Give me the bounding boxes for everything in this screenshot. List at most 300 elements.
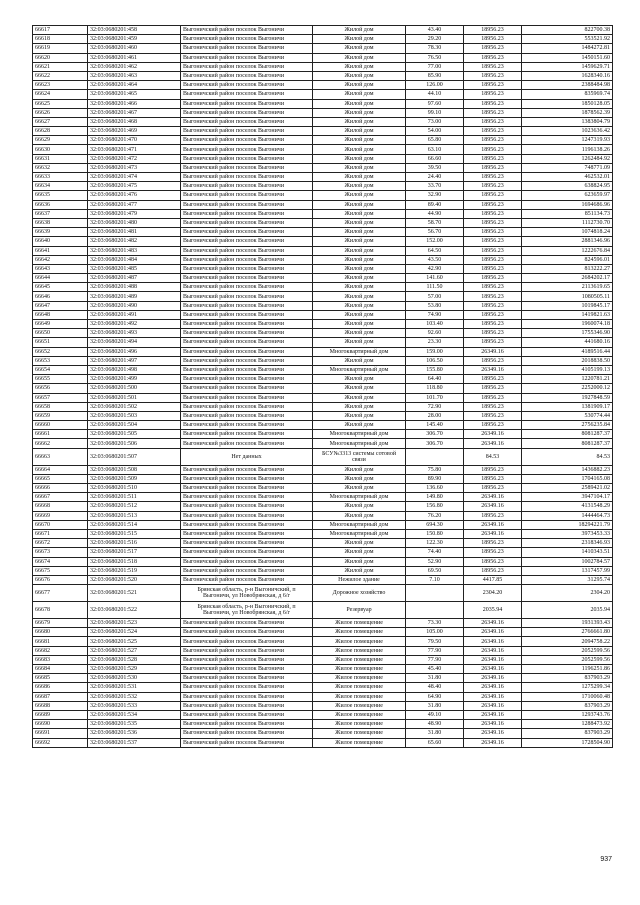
cadastral-value-cell: 1080505.11	[522, 292, 613, 301]
row-number-cell: 66669	[33, 511, 88, 520]
address-cell: Выгоничский район поселок Выгоничи	[181, 375, 313, 384]
cadastral-number-cell: 32:03:0680201:496	[88, 347, 181, 356]
row-number-cell: 66660	[33, 421, 88, 430]
table-row	[33, 602, 613, 619]
area-cell: 44.90	[406, 209, 464, 218]
object-type-cell: Нежилое здание	[313, 575, 406, 584]
area-cell: 77.90	[406, 646, 464, 655]
specific-value-cell: 18956.23	[464, 566, 522, 575]
row-number-cell: 66639	[33, 228, 88, 237]
table-row	[33, 692, 613, 701]
cadastral-number-cell: 32:03:0680201:479	[88, 209, 181, 218]
row-number-cell: 66648	[33, 310, 88, 319]
cadastral-value-cell: 2388484.98	[522, 81, 613, 90]
specific-value-cell: 2035.94	[464, 602, 522, 619]
table-row	[33, 90, 613, 99]
area-cell: 23.30	[406, 338, 464, 347]
object-type-cell: Жилой дом	[313, 301, 406, 310]
area-cell: 106.50	[406, 356, 464, 365]
specific-value-cell: 18956.23	[464, 163, 522, 172]
cadastral-number-cell: 32:03:0680201:470	[88, 136, 181, 145]
specific-value-cell: 84.53	[464, 448, 522, 465]
area-cell: 63.10	[406, 145, 464, 154]
row-number-cell: 66630	[33, 145, 88, 154]
cadastral-number-cell: 32:03:0680201:475	[88, 182, 181, 191]
area-cell: 122.30	[406, 539, 464, 548]
cadastral-value-cell: 837903.29	[522, 674, 613, 683]
area-cell: 31.80	[406, 674, 464, 683]
object-type-cell: Жилой дом	[313, 548, 406, 557]
table-row	[33, 145, 613, 154]
cadastral-number-cell: 32:03:0680201:497	[88, 356, 181, 365]
specific-value-cell: 26349.16	[464, 637, 522, 646]
specific-value-cell: 18956.23	[464, 264, 522, 273]
cadastral-value-cell: 1484272.81	[522, 44, 613, 53]
object-type-cell: Жилой дом	[313, 81, 406, 90]
table-body	[33, 26, 613, 748]
table-row	[33, 665, 613, 674]
address-cell: Выгоничский район поселок Выгоничи	[181, 720, 313, 729]
object-type-cell: Жилой дом	[313, 411, 406, 420]
cadastral-number-cell: 32:03:0680201:536	[88, 729, 181, 738]
cadastral-value-cell: 638824.95	[522, 182, 613, 191]
address-cell: Выгоничский район поселок Выгоничи	[181, 136, 313, 145]
address-cell: Выгоничский район поселок Выгоничи	[181, 81, 313, 90]
specific-value-cell: 18956.23	[464, 117, 522, 126]
cadastral-value-cell: 1436882.23	[522, 465, 613, 474]
area-cell: 24.40	[406, 173, 464, 182]
table-row	[33, 439, 613, 448]
cadastral-value-cell: 2756235.84	[522, 421, 613, 430]
row-number-cell: 66689	[33, 710, 88, 719]
object-type-cell: Жилой дом	[313, 384, 406, 393]
object-type-cell: Жилой дом	[313, 310, 406, 319]
specific-value-cell: 18956.23	[464, 71, 522, 80]
table-row	[33, 557, 613, 566]
cadastral-number-cell: 32:03:0680201:481	[88, 228, 181, 237]
specific-value-cell: 18956.23	[464, 191, 522, 200]
address-cell: Нет данных	[181, 448, 313, 465]
row-number-cell: 66664	[33, 465, 88, 474]
table-row	[33, 163, 613, 172]
address-cell: Выгоничский район поселок Выгоничи	[181, 99, 313, 108]
cadastral-value-cell: 822700.38	[522, 26, 613, 35]
address-cell: Выгоничский район поселок Выгоничи	[181, 655, 313, 664]
cadastral-value-cell: 2881346.96	[522, 237, 613, 246]
specific-value-cell: 18956.23	[464, 557, 522, 566]
cadastral-number-cell: 32:03:0680201:494	[88, 338, 181, 347]
table-row	[33, 493, 613, 502]
object-type-cell: Жилой дом	[313, 255, 406, 264]
address-cell: Выгоничский район поселок Выгоничи	[181, 117, 313, 126]
cadastral-number-cell: 32:03:0680201:537	[88, 738, 181, 747]
object-type-cell: Жилой дом	[313, 356, 406, 365]
area-cell: 39.50	[406, 163, 464, 172]
cadastral-number-cell: 32:03:0680201:474	[88, 173, 181, 182]
address-cell: Выгоничский район поселок Выгоничи	[181, 539, 313, 548]
specific-value-cell: 18956.23	[464, 255, 522, 264]
cadastral-number-cell: 32:03:0680201:503	[88, 411, 181, 420]
address-cell: Выгоничский район поселок Выгоничи	[181, 365, 313, 374]
address-cell: Выгоничский район поселок Выгоничи	[181, 710, 313, 719]
object-type-cell: Жилое помещение	[313, 710, 406, 719]
address-cell: Выгоничский район поселок Выгоничи	[181, 628, 313, 637]
area-cell: 28.00	[406, 411, 464, 420]
cadastral-number-cell: 32:03:0680201:489	[88, 292, 181, 301]
cadastral-number-cell: 32:03:0680201:464	[88, 81, 181, 90]
row-number-cell: 66642	[33, 255, 88, 264]
cadastral-value-cell: 1288473.92	[522, 720, 613, 729]
cadastral-number-cell: 32:03:0680201:513	[88, 511, 181, 520]
address-cell: Выгоничский район поселок Выгоничи	[181, 26, 313, 35]
address-cell: Выгоничский район поселок Выгоничи	[181, 701, 313, 710]
table-row	[33, 585, 613, 602]
table-row	[33, 575, 613, 584]
row-number-cell: 66624	[33, 90, 88, 99]
specific-value-cell: 18956.23	[464, 26, 522, 35]
cadastral-table	[32, 25, 613, 748]
address-cell: Выгоничский район поселок Выгоничи	[181, 53, 313, 62]
object-type-cell: Жилое помещение	[313, 646, 406, 655]
cadastral-value-cell: 2094758.22	[522, 637, 613, 646]
row-number-cell: 66666	[33, 484, 88, 493]
row-number-cell: 66649	[33, 320, 88, 329]
row-number-cell: 66619	[33, 44, 88, 53]
object-type-cell: Жилой дом	[313, 264, 406, 273]
area-cell: 64.90	[406, 692, 464, 701]
cadastral-value-cell: 2684202.17	[522, 274, 613, 283]
cadastral-value-cell: 1755346.90	[522, 329, 613, 338]
specific-value-cell: 18956.23	[464, 62, 522, 71]
row-number-cell: 66638	[33, 218, 88, 227]
address-cell: Выгоничский район поселок Выгоничи	[181, 402, 313, 411]
specific-value-cell: 18956.23	[464, 228, 522, 237]
row-number-cell: 66687	[33, 692, 88, 701]
row-number-cell: 66680	[33, 628, 88, 637]
area-cell: 48.40	[406, 683, 464, 692]
area-cell: 145.40	[406, 421, 464, 430]
object-type-cell: Жилой дом	[313, 511, 406, 520]
specific-value-cell: 18956.23	[464, 465, 522, 474]
specific-value-cell: 26349.16	[464, 710, 522, 719]
address-cell: Выгоничский район поселок Выгоничи	[181, 191, 313, 200]
specific-value-cell: 18956.23	[464, 411, 522, 420]
cadastral-value-cell: 1710060.48	[522, 692, 613, 701]
object-type-cell: Жилой дом	[313, 421, 406, 430]
table-row	[33, 283, 613, 292]
object-type-cell: Жилой дом	[313, 154, 406, 163]
cadastral-value-cell: 553521.92	[522, 35, 613, 44]
cadastral-number-cell: 32:03:0680201:502	[88, 402, 181, 411]
cadastral-number-cell: 32:03:0680201:535	[88, 720, 181, 729]
object-type-cell: Жилой дом	[313, 474, 406, 483]
row-number-cell: 66654	[33, 365, 88, 374]
row-number-cell: 66661	[33, 430, 88, 439]
object-type-cell: Жилой дом	[313, 127, 406, 136]
object-type-cell: Резервуар	[313, 602, 406, 619]
row-number-cell: 66692	[33, 738, 88, 747]
cadastral-value-cell: 441680.16	[522, 338, 613, 347]
cadastral-number-cell: 32:03:0680201:490	[88, 301, 181, 310]
specific-value-cell: 18956.23	[464, 320, 522, 329]
area-cell: 74.40	[406, 548, 464, 557]
address-cell: Выгоничский район поселок Выгоничи	[181, 511, 313, 520]
address-cell: Выгоничский район поселок Выгоничи	[181, 200, 313, 209]
row-number-cell: 66620	[33, 53, 88, 62]
address-cell: Выгоничский район поселок Выгоничи	[181, 421, 313, 430]
object-type-cell: Жилое помещение	[313, 692, 406, 701]
cadastral-value-cell: 18294221.79	[522, 520, 613, 529]
cadastral-number-cell: 32:03:0680201:522	[88, 602, 181, 619]
cadastral-value-cell: 1450151.60	[522, 53, 613, 62]
address-cell: Выгоничский район поселок Выгоничи	[181, 62, 313, 71]
area-cell: 79.50	[406, 637, 464, 646]
area-cell: 89.90	[406, 474, 464, 483]
table-row	[33, 655, 613, 664]
object-type-cell: Жилой дом	[313, 53, 406, 62]
row-number-cell: 66652	[33, 347, 88, 356]
address-cell: Выгоничский район поселок Выгоничи	[181, 692, 313, 701]
specific-value-cell: 18956.23	[464, 145, 522, 154]
row-number-cell: 66674	[33, 557, 88, 566]
row-number-cell: 66656	[33, 384, 88, 393]
cadastral-value-cell: 3973453.33	[522, 529, 613, 538]
address-cell: Выгоничский район поселок Выгоничи	[181, 127, 313, 136]
row-number-cell: 66646	[33, 292, 88, 301]
object-type-cell: Жилой дом	[313, 566, 406, 575]
cadastral-value-cell: 1628340.16	[522, 71, 613, 80]
area-cell: 126.00	[406, 81, 464, 90]
address-cell: Выгоничский район поселок Выгоничи	[181, 329, 313, 338]
specific-value-cell: 18956.23	[464, 310, 522, 319]
cadastral-number-cell: 32:03:0680201:471	[88, 145, 181, 154]
specific-value-cell: 26349.16	[464, 692, 522, 701]
cadastral-value-cell: 1410343.51	[522, 548, 613, 557]
table-row	[33, 44, 613, 53]
specific-value-cell: 18956.23	[464, 421, 522, 430]
row-number-cell: 66653	[33, 356, 88, 365]
table-row	[33, 264, 613, 273]
specific-value-cell: 18956.23	[464, 338, 522, 347]
cadastral-value-cell: 1247319.93	[522, 136, 613, 145]
row-number-cell: 66673	[33, 548, 88, 557]
table-row	[33, 127, 613, 136]
area-cell: 31.80	[406, 701, 464, 710]
area-cell: 111.50	[406, 283, 464, 292]
address-cell: Выгоничский район поселок Выгоничи	[181, 301, 313, 310]
table-row	[33, 246, 613, 255]
cadastral-value-cell: 1728504.90	[522, 738, 613, 747]
cadastral-value-cell: 1704165.08	[522, 474, 613, 483]
table-row	[33, 365, 613, 374]
object-type-cell: Жилое помещение	[313, 674, 406, 683]
cadastral-number-cell: 32:03:0680201:520	[88, 575, 181, 584]
object-type-cell: Жилое помещение	[313, 738, 406, 747]
object-type-cell: Жилой дом	[313, 338, 406, 347]
address-cell: Выгоничский район поселок Выгоничи	[181, 619, 313, 628]
object-type-cell: Жилой дом	[313, 209, 406, 218]
cadastral-number-cell: 32:03:0680201:518	[88, 557, 181, 566]
cadastral-number-cell: 32:03:0680201:500	[88, 384, 181, 393]
row-number-cell: 66629	[33, 136, 88, 145]
object-type-cell: Многоквартирный дом	[313, 493, 406, 502]
address-cell: Брянская область, р-н Выгоничский, п Выгоничи, ул Новобрянская, д 6/г	[181, 585, 313, 602]
table-row	[33, 301, 613, 310]
specific-value-cell: 18956.23	[464, 548, 522, 557]
specific-value-cell: 26349.16	[464, 683, 522, 692]
object-type-cell: Жилое помещение	[313, 683, 406, 692]
specific-value-cell: 18956.23	[464, 375, 522, 384]
specific-value-cell: 18956.23	[464, 356, 522, 365]
cadastral-number-cell: 32:03:0680201:472	[88, 154, 181, 163]
address-cell: Выгоничский район поселок Выгоничи	[181, 465, 313, 474]
specific-value-cell: 18956.23	[464, 53, 522, 62]
table-row	[33, 729, 613, 738]
cadastral-value-cell: 1317457.99	[522, 566, 613, 575]
area-cell: 76.20	[406, 511, 464, 520]
specific-value-cell: 18956.23	[464, 209, 522, 218]
table-row	[33, 375, 613, 384]
specific-value-cell: 18956.23	[464, 200, 522, 209]
cadastral-number-cell: 32:03:0680201:458	[88, 26, 181, 35]
table-row	[33, 320, 613, 329]
specific-value-cell: 18956.23	[464, 127, 522, 136]
area-cell: 58.70	[406, 218, 464, 227]
table-row	[33, 81, 613, 90]
object-type-cell: Жилой дом	[313, 99, 406, 108]
area-cell: 85.90	[406, 71, 464, 80]
specific-value-cell: 26349.16	[464, 619, 522, 628]
table-row	[33, 99, 613, 108]
cadastral-value-cell: 748771.09	[522, 163, 613, 172]
specific-value-cell: 18956.23	[464, 173, 522, 182]
cadastral-value-cell: 623659.97	[522, 191, 613, 200]
cadastral-value-cell: 824596.01	[522, 255, 613, 264]
cadastral-number-cell: 32:03:0680201:483	[88, 246, 181, 255]
cadastral-value-cell: 2113619.65	[522, 283, 613, 292]
table-row	[33, 173, 613, 182]
cadastral-number-cell: 32:03:0680201:480	[88, 218, 181, 227]
table-row	[33, 411, 613, 420]
address-cell: Выгоничский район поселок Выгоничи	[181, 218, 313, 227]
object-type-cell: Жилой дом	[313, 402, 406, 411]
area-cell: 78.30	[406, 44, 464, 53]
area-cell: 65.60	[406, 738, 464, 747]
area-cell: 64.40	[406, 375, 464, 384]
cadastral-value-cell: 1023636.42	[522, 127, 613, 136]
specific-value-cell: 18956.23	[464, 108, 522, 117]
cadastral-number-cell: 32:03:0680201:468	[88, 117, 181, 126]
area-cell: 92.60	[406, 329, 464, 338]
cadastral-number-cell: 32:03:0680201:501	[88, 393, 181, 402]
area-cell: 65.80	[406, 136, 464, 145]
row-number-cell: 66668	[33, 502, 88, 511]
cadastral-value-cell: 2589421.02	[522, 484, 613, 493]
cadastral-value-cell: 1694686.96	[522, 200, 613, 209]
table-row	[33, 646, 613, 655]
specific-value-cell: 26349.16	[464, 439, 522, 448]
specific-value-cell: 18956.23	[464, 292, 522, 301]
cadastral-value-cell: 8081287.37	[522, 430, 613, 439]
area-cell	[406, 602, 464, 619]
table-row	[33, 720, 613, 729]
row-number-cell: 66632	[33, 163, 88, 172]
object-type-cell: Жилой дом	[313, 320, 406, 329]
object-type-cell: Жилой дом	[313, 502, 406, 511]
table-row	[33, 237, 613, 246]
table-row	[33, 218, 613, 227]
row-number-cell: 66659	[33, 411, 88, 420]
area-cell: 150.80	[406, 529, 464, 538]
cadastral-value-cell: 1222676.84	[522, 246, 613, 255]
table-row	[33, 421, 613, 430]
cadastral-number-cell: 32:03:0680201:469	[88, 127, 181, 136]
table-row	[33, 430, 613, 439]
area-cell: 42.90	[406, 264, 464, 273]
cadastral-number-cell: 32:03:0680201:514	[88, 520, 181, 529]
cadastral-number-cell: 32:03:0680201:507	[88, 448, 181, 465]
address-cell: Выгоничский район поселок Выгоничи	[181, 246, 313, 255]
cadastral-number-cell: 32:03:0680201:484	[88, 255, 181, 264]
table-row	[33, 520, 613, 529]
address-cell: Выгоничский район поселок Выгоничи	[181, 255, 313, 264]
area-cell: 73.00	[406, 117, 464, 126]
specific-value-cell: 26349.16	[464, 720, 522, 729]
specific-value-cell: 26349.16	[464, 347, 522, 356]
object-type-cell: Жилое помещение	[313, 665, 406, 674]
area-cell	[406, 585, 464, 602]
area-cell: 118.80	[406, 384, 464, 393]
specific-value-cell: 18956.23	[464, 182, 522, 191]
cadastral-number-cell: 32:03:0680201:462	[88, 62, 181, 71]
row-number-cell: 66678	[33, 602, 88, 619]
cadastral-value-cell: 1002784.57	[522, 557, 613, 566]
cadastral-number-cell: 32:03:0680201:521	[88, 585, 181, 602]
row-number-cell: 66633	[33, 173, 88, 182]
table-row	[33, 628, 613, 637]
row-number-cell: 66635	[33, 191, 88, 200]
row-number-cell: 66618	[33, 35, 88, 44]
cadastral-value-cell: 462532.01	[522, 173, 613, 182]
table-row	[33, 310, 613, 319]
cadastral-number-cell: 32:03:0680201:511	[88, 493, 181, 502]
cadastral-number-cell: 32:03:0680201:491	[88, 310, 181, 319]
specific-value-cell: 18956.23	[464, 484, 522, 493]
row-number-cell: 66627	[33, 117, 88, 126]
cadastral-value-cell: 1927848.59	[522, 393, 613, 402]
cadastral-number-cell: 32:03:0680201:493	[88, 329, 181, 338]
area-cell: 156.80	[406, 502, 464, 511]
cadastral-number-cell: 32:03:0680201:505	[88, 430, 181, 439]
cadastral-number-cell: 32:03:0680201:506	[88, 439, 181, 448]
cadastral-value-cell: 84.53	[522, 448, 613, 465]
table-row	[33, 338, 613, 347]
area-cell: 7.10	[406, 575, 464, 584]
cadastral-value-cell: 1196138.26	[522, 145, 613, 154]
table-row	[33, 209, 613, 218]
specific-value-cell: 26349.16	[464, 646, 522, 655]
row-number-cell: 66684	[33, 665, 88, 674]
specific-value-cell: 26349.16	[464, 628, 522, 637]
row-number-cell: 66647	[33, 301, 88, 310]
table-row	[33, 683, 613, 692]
row-number-cell: 66670	[33, 520, 88, 529]
object-type-cell: Жилой дом	[313, 44, 406, 53]
cadastral-number-cell: 32:03:0680201:508	[88, 465, 181, 474]
specific-value-cell: 18956.23	[464, 218, 522, 227]
cadastral-number-cell: 32:03:0680201:487	[88, 274, 181, 283]
table-row	[33, 274, 613, 283]
